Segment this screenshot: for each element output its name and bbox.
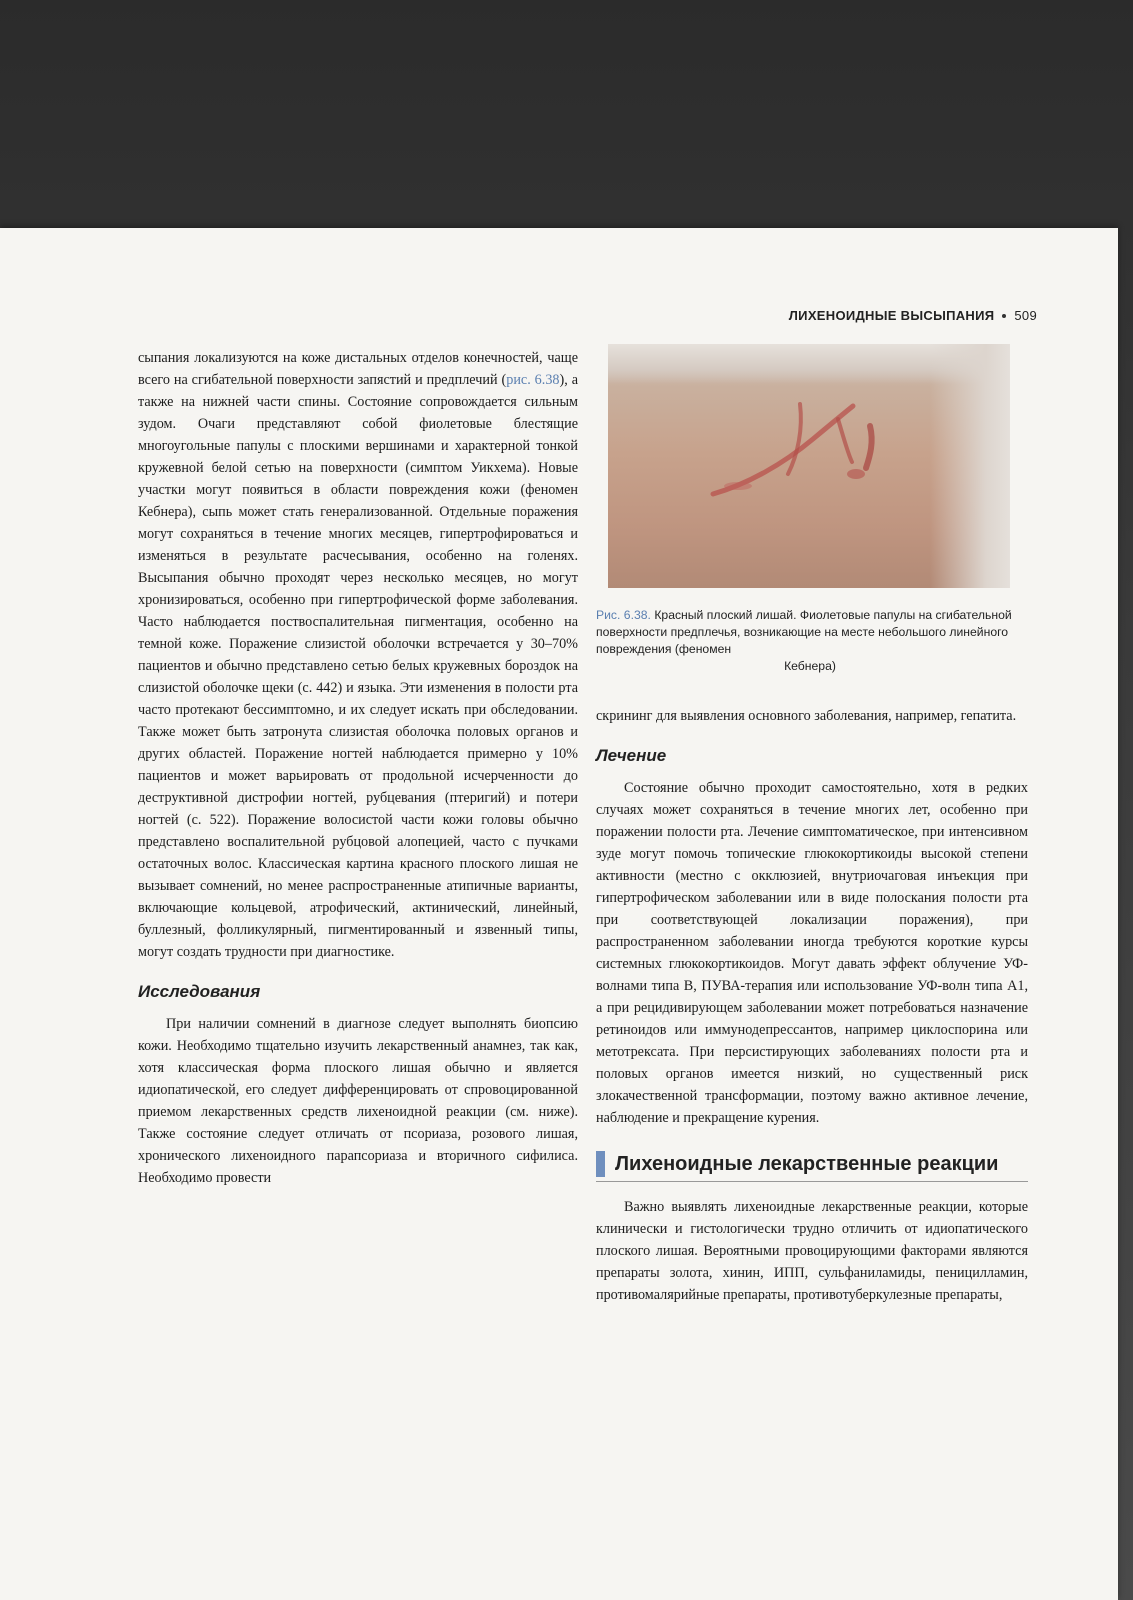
running-head-title: ЛИХЕНОИДНЫЕ ВЫСЫПАНИЯ <box>788 308 995 323</box>
figure-reference-link[interactable]: рис. 6.38 <box>506 372 560 388</box>
left-paragraph-1 <box>138 347 578 963</box>
left-column <box>138 347 578 1189</box>
figure-label: Рис. 6.38. <box>596 608 651 622</box>
right-paragraph-2: Состояние обычно проходит самостоятельно, хотя в редких случаях может сохраняться в течение многих лет, особенно при поражении полости рта. Лечение симптоматическое, при интенсивном зуде могут помочь топические глюкокортикоиды высокой степени активности (местно с окклюзией, внутриочаговая инъекция при гипертрофическом заболевании или в виде полоскания полости рта при соответствующей локализации поражения), при распространенном заболевании иногда требуются короткие курсы системных глюкокортикоидов. Могут давать эффект облучение УФ-волнами типа В, ПУВА-терапия или использование УФ-волн типа A1, а при рецидивирующем заболевании может потребоваться назначение ретиноидов или иммунодепрессантов, например циклоспорина или метотрексата. При персистирующих заболеваниях полости рта и половых органов имеется низкий, но существенный риск злокачественной трансформации, поэтому важно активное лечение, наблюдение и прекращение курения. <box>596 780 1028 1126</box>
figure-photo <box>608 344 1010 588</box>
running-head <box>789 308 1037 323</box>
bullet-separator <box>1002 314 1006 318</box>
right-paragraph-1: скрининг для выявления основного заболевания, например, гепатита. <box>596 708 1017 724</box>
left-paragraph-1-text-b: ), а также на нижней части спины. Состояние сопровождается сильным зудом. Очаги представляют собой фиолетовые блестящие многоугольные папулы с плоскими вершинами и характерной тонкой кружевной белой сетью на поверхности (симптом Уикхема). Новые участки могут появиться в области повреждения кожи (феномен Кебнера), сыпь может стать генерализованной. Отдельные поражения могут сохраняться в течение многих месяцев, гипертрофироваться и изменяться в результате расчесывания, особенно на голенях. Высыпания обычно проходят через несколько месяцев, но могут хронизироваться, особенно при гипертрофической форме заболевания. Часто наблюдается поствоспалительная пигментация, особенно на темной коже. Поражение слизистой оболочки встречается у 30–70% пациентов и обычно представлено сетью белых кружевных бороздок на слизистой оболочке щеки (с. 442) и языка. Эти изменения в полости рта часто протекают бессимптомно, и их следует искать при обследовании. Также может быть затронута слизистая оболочка половых органов и других областей. Поражение ногтей наблюдается примерно у 10% пациентов и может варьировать от продольной исчерченности до деструктивной дистрофии ногтей, рубцевания (птеригий) и потери ногтей (с. 522). Поражение волосистой части кожи головы обычно представлено воспалительной рубцовой алопецией, часто с пучками остаточных волос. Классическая картина красного плоского лишая не вызывает сомнений, но менее распространенные атипичные варианты, включающие кольцевой, атрофический, актинический, линейный, буллезный, фолликулярный, пигментированный и язвенный типы, могут создать трудности при диагностике. <box>138 372 579 960</box>
figure-caption-end: Кебнера) <box>784 659 836 673</box>
page-number: 509 <box>1014 308 1037 323</box>
right-column <box>596 705 1028 1306</box>
section-heading-text: Лихеноидные лекарственные реакции <box>615 1153 999 1175</box>
left-paragraph-1-text-a: сыпания локализуются на коже дистальных отделов конечностей, чаще всего на сгибательной поверхности запястий и предплечий ( <box>138 350 578 388</box>
heading-treatment: Лечение <box>596 746 667 765</box>
heading-investigations: Исследования <box>138 982 261 1001</box>
section-heading <box>596 1151 1028 1182</box>
right-paragraph-3: Важно выявлять лихеноидные лекарственные реакции, которые клинически и гистологически трудно отличить от идиопатического плоского лишая. Вероятными провоцирующими факторами являются препараты золота, хинин, ИПП, сульфаниламиды, пеницилламин, противомалярийные препараты, противотуберкулезные препараты, <box>596 1199 1028 1303</box>
left-paragraph-2: При наличии сомнений в диагнозе следует выполнять биопсию кожи. Необходимо тщательно изучить лекарственный анамнез, так как, хотя классическая форма плоского лишая обычно и является идиопатической, его следует дифференцировать от спровоцированной приемом лекарственных средств лихеноидной реакции (см. ниже). Также состояние следует отличать от псориаза, розового лишая, хронического лихеноидного парапсориаза и вторичного сифилиса. Необходимо провести <box>138 1016 578 1186</box>
lesion-drawing <box>608 344 1010 588</box>
figure-caption <box>596 607 1024 675</box>
section-heading-bar <box>596 1151 605 1177</box>
figure-caption-text: Красный плоский лишай. Фиолетовые папулы на сгибательной поверхности предплечья, возникающие на месте небольшого линейного повреждения (феномен <box>596 608 1012 656</box>
